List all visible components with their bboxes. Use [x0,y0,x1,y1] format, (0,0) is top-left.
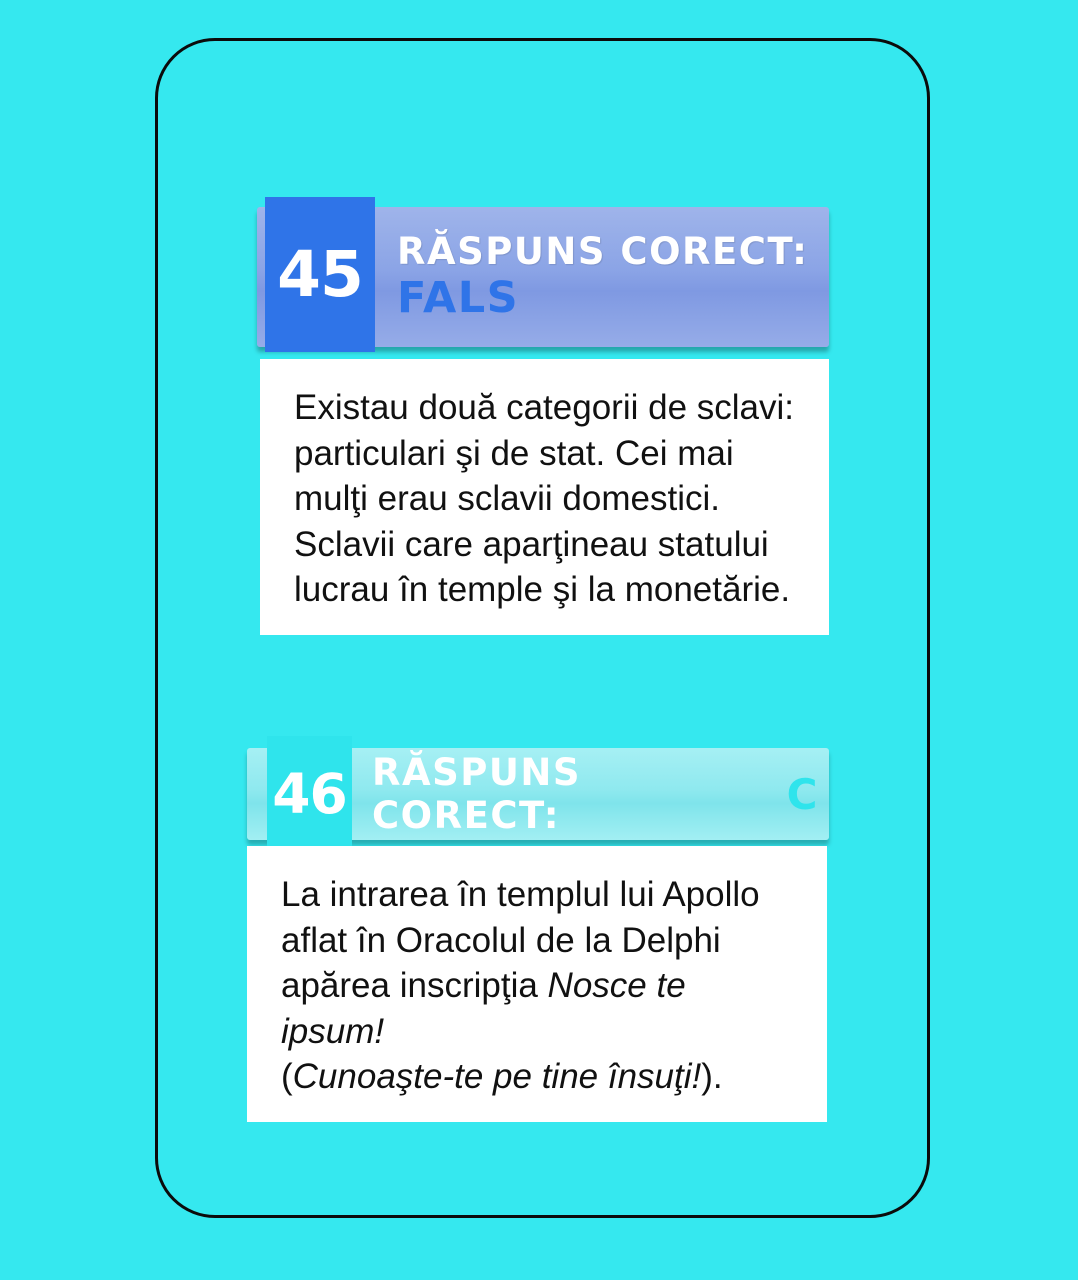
header-text-group [372,748,819,840]
body-line: particulari şi de stat. Cei mai [294,433,734,473]
body-line-mixed [281,1054,793,1100]
body-line: aflat în Oracolul de la Delphi [281,920,721,960]
body-text: apărea inscripţia [281,966,548,1005]
answer-value: FALS [397,272,520,323]
body-line-mixed [281,963,793,1054]
header-text-group [397,207,819,347]
body-line: La intrarea în templul lui Apollo [281,875,760,914]
answer-block-46 [247,748,829,1096]
body-line: mulţi erau sclavii domestici. [294,479,720,518]
answer-number-badge: 45 [265,197,375,352]
answer-block-45 [257,207,829,609]
body-text-italic: Cunoaşte-te pe tine însuţi! [292,1057,702,1096]
body-text: ). [701,1057,723,1096]
body-line: Existau două categorii de sclavi: [294,388,794,427]
answer-body-46 [247,846,827,1122]
answer-number-badge: 46 [267,736,352,851]
body-line: lucrau în temple şi la monetărie. [294,570,791,609]
answer-header-45 [257,207,829,347]
header-label: RĂSPUNS CORECT: [397,230,809,273]
answer-body-45 [260,359,829,635]
body-text-italic: Nosce te ipsum! [281,966,686,1051]
body-text: ( [281,1057,293,1096]
body-line: Sclavii care aparţineau statului [294,524,769,564]
header-label-row [372,751,819,837]
answer-value: C [786,769,819,819]
header-label: RĂSPUNS CORECT: [372,751,582,837]
answer-header-46 [247,748,829,840]
